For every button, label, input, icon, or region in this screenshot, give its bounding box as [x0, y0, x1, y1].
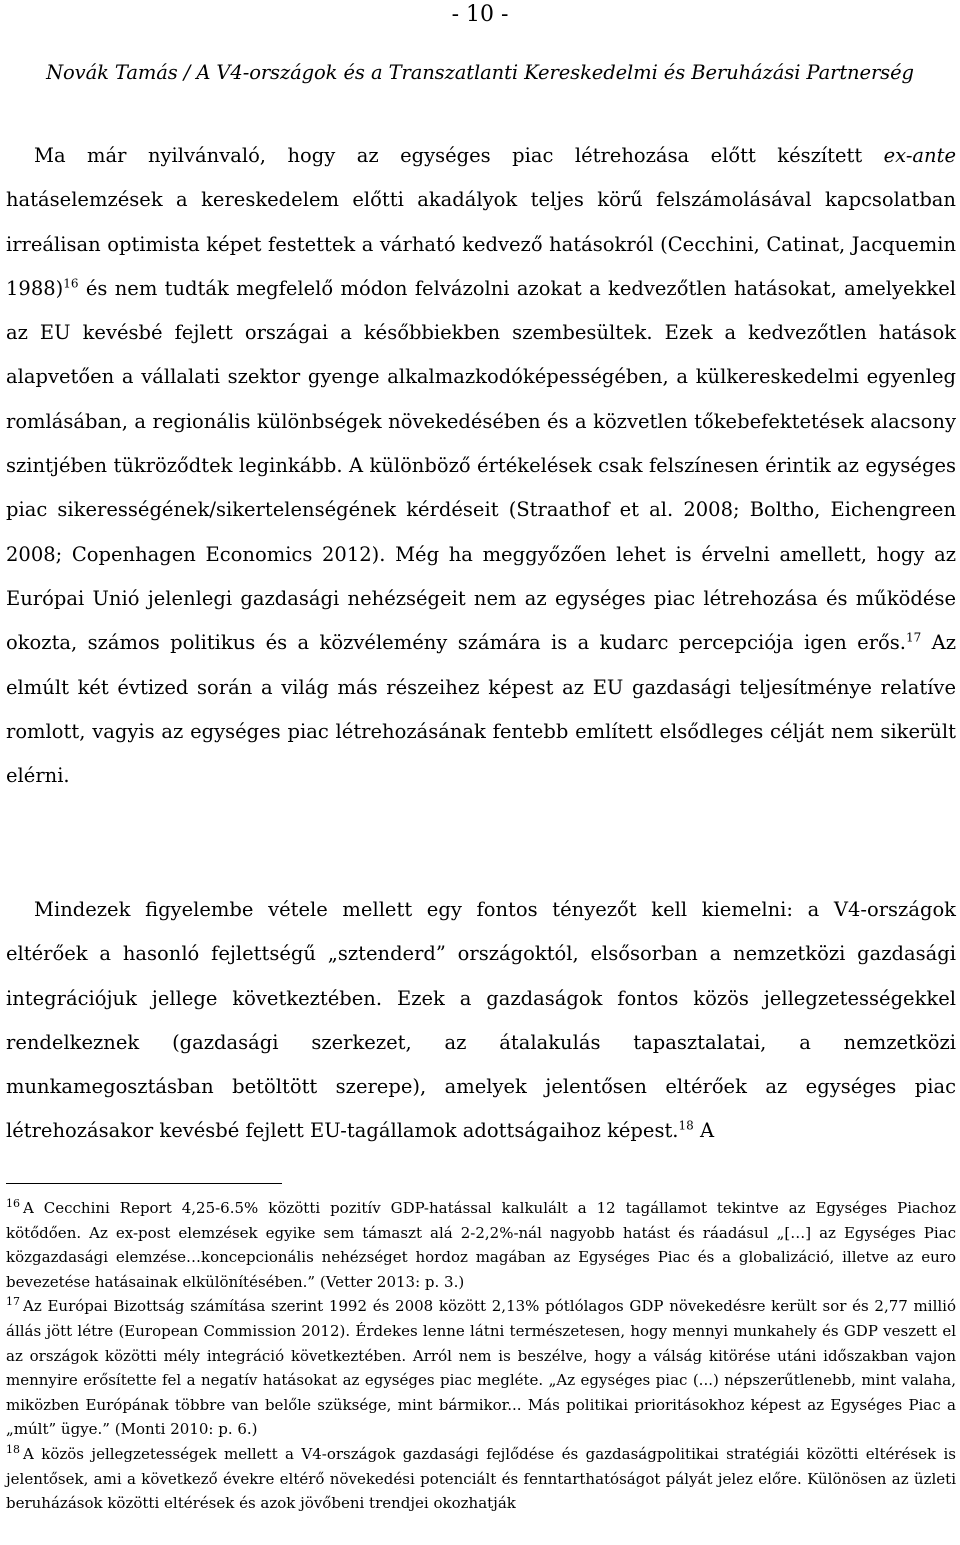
footnote-reference: 16: [63, 276, 79, 291]
footnote-text: Az Európai Bizottság számítása szerint 1992 és 2008 között 2,13% pótlólagos GDP növekedésre került sor és 2,77 millió állás jött létre (European Commission 2012). Érdekes lenne látni természetesen, hogy mennyi munkahely és GDP veszett el az országok közötti mély integráció következtében. Arról nem is beszélve, hogy a válság kitörése utáni időszakban vajon mennyire erősítette fel a negatív hatásokat az egységes piac megléte. „Az egységes piac (...) népszerűtlenebb, mint valaha, miközben Európának többre van belőle szüksége, mint bármikor... Más politikai prioritásokhoz képest az Egységes Piac a „múlt” ügye.” (Monti 2010: p. 6.): [6, 1297, 956, 1439]
paragraph: [6, 134, 956, 798]
body-paragraph-2: [6, 888, 956, 1154]
page-number: - 10 -: [451, 2, 509, 27]
text-segment: Ma már nyilvánvaló, hogy az egységes piac létrehozása előtt készített: [34, 144, 884, 167]
footnote-text: A közös jellegzetességek mellett a V4-országok gazdasági fejlődése és gazdaságpolitikai stratégiái közötti eltérések is jelentősek, ami a következő évekre eltérő növekedési potenciált és fenntarthatóságot pályát jelez előre. Különösen az üzleti beruházások közötti eltérések és azok jövőbeni trendjei okozhatják: [6, 1444, 956, 1513]
footnote-text: A Cecchini Report 4,25-6.5% közötti pozitív GDP-hatással kalkulált a 12 tagállamot tekintve az Egységes Piachoz kötődően. Az ex-post elemzések egyike sem támaszt alá 2-2,2%-nál nagyobb hatást és ráadásul „[…] az Egységes Piac közgazdasági elemzése…koncepcionális nehézséget hordoz magában az Egységes Piac és a globalizáció, illetve az euro bevezetése hatásainak elkülönítésében.” (Vetter 2013: p. 3.): [6, 1199, 956, 1291]
footnote-separator: [6, 1183, 282, 1184]
footnote-18: [6, 1442, 956, 1516]
italic-text: ex-ante: [883, 144, 956, 167]
footnote-16: [6, 1196, 956, 1294]
text-segment: Mindezek figyelembe vétele mellett egy fontos tényezőt kell kiemelni: a V4-országok eltérőek a hasonló fejlettségű „sztenderd” országoktól, elsősorban a nemzetközi gazdasági integrációjuk jellege következtében. Ezek a gazdaságok fontos közös jellegzetességekkel rendelkeznek (gazdasági szerkezet, az átalakulás tapasztalatai, a nemzetközi munkamegosztásban betöltött szerepe), amelyek jelentősen eltérőek az egységes piac létrehozásakor kevésbé fejlett EU-tagállamok adottságaihoz képest.: [6, 898, 956, 1143]
footnotes: [6, 1196, 956, 1516]
running-header: Novák Tamás / A V4-országok és a Transzatlanti Kereskedelmi és Beruházási Partnerség: [46, 61, 914, 84]
footnote-reference: 18: [678, 1118, 694, 1133]
text-segment: A: [693, 1119, 715, 1143]
footnote-17: [6, 1294, 956, 1442]
text-segment: hatáselemzések a kereskedelem előtti akadályok teljes körű felszámolásával kapcsolatban irreálisan optimista képet festettek a várható kedvező hatásokról (Cecchini, Catinat, Jacquemin 1988): [6, 188, 956, 300]
paragraph: [6, 888, 956, 1154]
text-segment: Az elmúlt két évtized során a világ más részeihez képest az EU gazdasági teljesítménye relatíve romlott, vagyis az egységes piac létrehozásának fentebb említett elsődleges célját nem sikerült elérni.: [6, 631, 956, 788]
footnote-number: 18: [6, 1442, 20, 1456]
body-paragraph-1: [6, 134, 956, 798]
footnote-number: 16: [6, 1197, 20, 1210]
text-segment: és nem tudták megfelelő módon felvázolni azokat a kedvezőtlen hatásokat, amelyekkel az EU kevésbé fejlett országai a későbbiekben szembesültek. Ezek a kedvezőtlen hatások alapvetően a vállalati szektor gyenge alkalmazkodóképességében, a külkereskedelmi egyenleg romlásában, a regionális különbségek növekedésében és a közvetlen tőkebefektetések alacsony szintjében tükröződtek leginkább. A különböző értékelések csak felszínesen érintik az egységes piac sikerességének/sikertelenségének kérdéseit (Straathof et al. 2008; Boltho, Eichengreen 2008; Copenhagen Economics 2012). Még ha meggyőzően lehet is érvelni amellett, hogy az Európai Unió jelenlegi gazdasági nehézségeit nem az egységes piac létrehozása és működése okozta, számos politikus és a közvélemény számára is a kudarc percepciója igen erős.: [6, 276, 956, 655]
footnote-number: 17: [6, 1295, 20, 1309]
footnote-reference: 17: [905, 630, 922, 645]
